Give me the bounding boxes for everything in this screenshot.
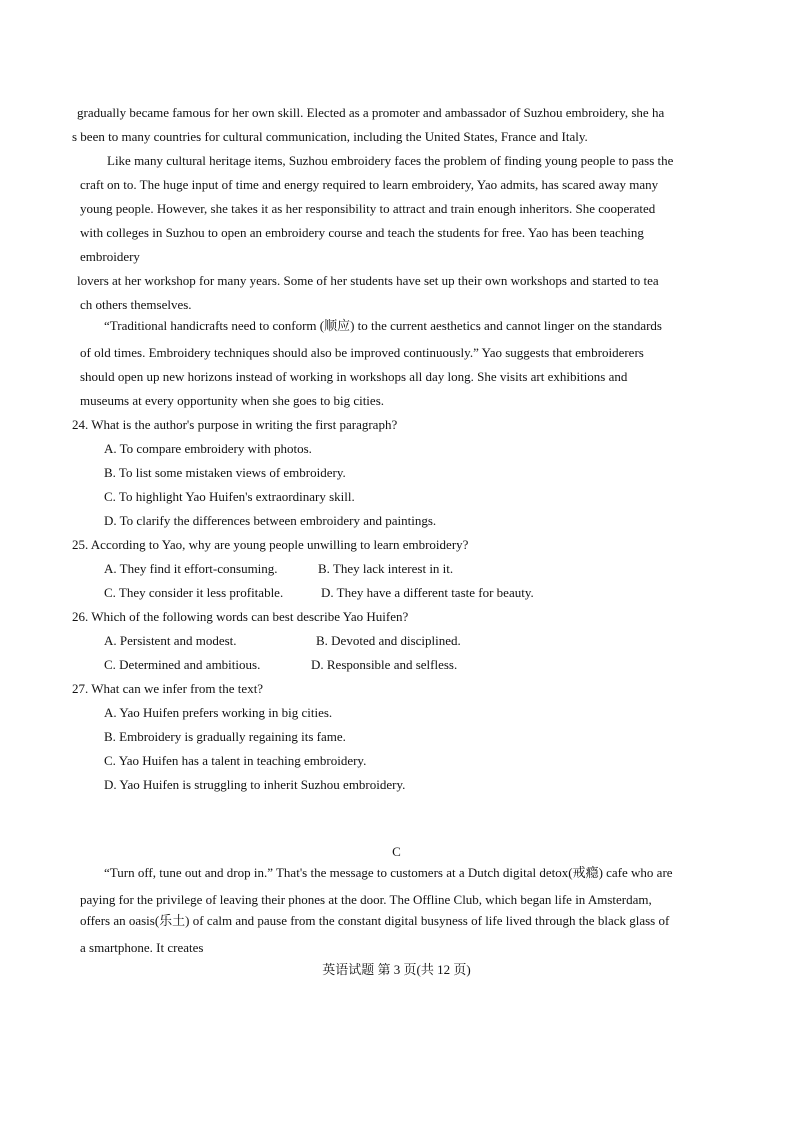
passage-line: embroidery <box>80 249 140 264</box>
passage-line: of old times. Embroidery techniques should also be improved continuously.” Yao suggests that embroiderers <box>80 345 644 360</box>
question-24-option-c: C. To highlight Yao Huifen's extraordinary skill. <box>104 489 355 504</box>
passage-line: with colleges in Suzhou to open an embroidery course and teach the students for free. Yao has been teaching <box>80 225 644 240</box>
question-24-stem: 24. What is the author's purpose in writing the first paragraph? <box>72 417 398 432</box>
question-26-option-b: B. Devoted and disciplined. <box>316 633 461 648</box>
passage-line: museums at every opportunity when she goes to big cities. <box>80 393 385 408</box>
question-25-option-c: C. They consider it less profitable. <box>104 585 284 600</box>
question-27-stem: 27. What can we infer from the text? <box>72 681 264 696</box>
passage-line: Like many cultural heritage items, Suzhou embroidery faces the problem of finding young people to pass the <box>107 153 674 168</box>
question-27-option-b: B. Embroidery is gradually regaining its fame. <box>104 729 346 744</box>
question-26-option-c: C. Determined and ambitious. <box>104 657 261 672</box>
question-27-option-c: C. Yao Huifen has a talent in teaching embroidery. <box>104 753 367 768</box>
page-footer: 英语试题 第 3 页(共 12 页) <box>322 962 471 977</box>
question-26-option-a: A. Persistent and modest. <box>104 633 237 648</box>
question-24-option-b: B. To list some mistaken views of embroidery. <box>104 465 346 480</box>
question-25-stem: 25. According to Yao, why are young people unwilling to learn embroidery? <box>72 537 469 552</box>
passage-line: gradually became famous for her own skill. Elected as a promoter and ambassador of Suzhou embroidery, she ha <box>77 105 665 120</box>
question-24-option-d: D. To clarify the differences between embroidery and paintings. <box>104 513 437 528</box>
passage-line: ch others themselves. <box>80 297 192 312</box>
section-c-line: offers an oasis(乐土) of calm and pause from the constant digital busyness of life lived through the black glass of <box>80 913 670 928</box>
question-27-option-d: D. Yao Huifen is struggling to inherit Suzhou embroidery. <box>104 777 406 792</box>
passage-line: “Traditional handicrafts need to conform (顺应) to the current aesthetics and cannot linger on the standards <box>104 318 662 333</box>
passage-line: s been to many countries for cultural communication, including the United States, France and Italy. <box>72 129 588 144</box>
passage-line: young people. However, she takes it as her responsibility to attract and train enough inheritors. She cooperated <box>80 201 656 216</box>
section-c-line: paying for the privilege of leaving their phones at the door. The Offline Club, which began life in Amsterdam, <box>80 892 652 907</box>
section-c-heading: C <box>392 844 401 859</box>
passage-line: lovers at her workshop for many years. Some of her students have set up their own workshops and started to tea <box>77 273 659 288</box>
question-27-option-a: A. Yao Huifen prefers working in big cities. <box>104 705 333 720</box>
section-c-line: “Turn off, tune out and drop in.” That's the message to customers at a Dutch digital detox(戒瘾) cafe who are <box>104 865 673 880</box>
question-26-option-d: D. Responsible and selfless. <box>311 657 458 672</box>
question-24-option-a: A. To compare embroidery with photos. <box>104 441 312 456</box>
question-25-option-b: B. They lack interest in it. <box>318 561 454 576</box>
question-25-option-a: A. They find it effort-consuming. <box>104 561 278 576</box>
question-25-option-d: D. They have a different taste for beauty. <box>321 585 534 600</box>
passage-line: craft on to. The huge input of time and energy required to learn embroidery, Yao admits, has scared away many <box>80 177 659 192</box>
question-26-stem: 26. Which of the following words can best describe Yao Huifen? <box>72 609 409 624</box>
section-c-line: a smartphone. It creates <box>80 940 204 955</box>
passage-line: should open up new horizons instead of working in workshops all day long. She visits art exhibitions and <box>80 369 628 384</box>
